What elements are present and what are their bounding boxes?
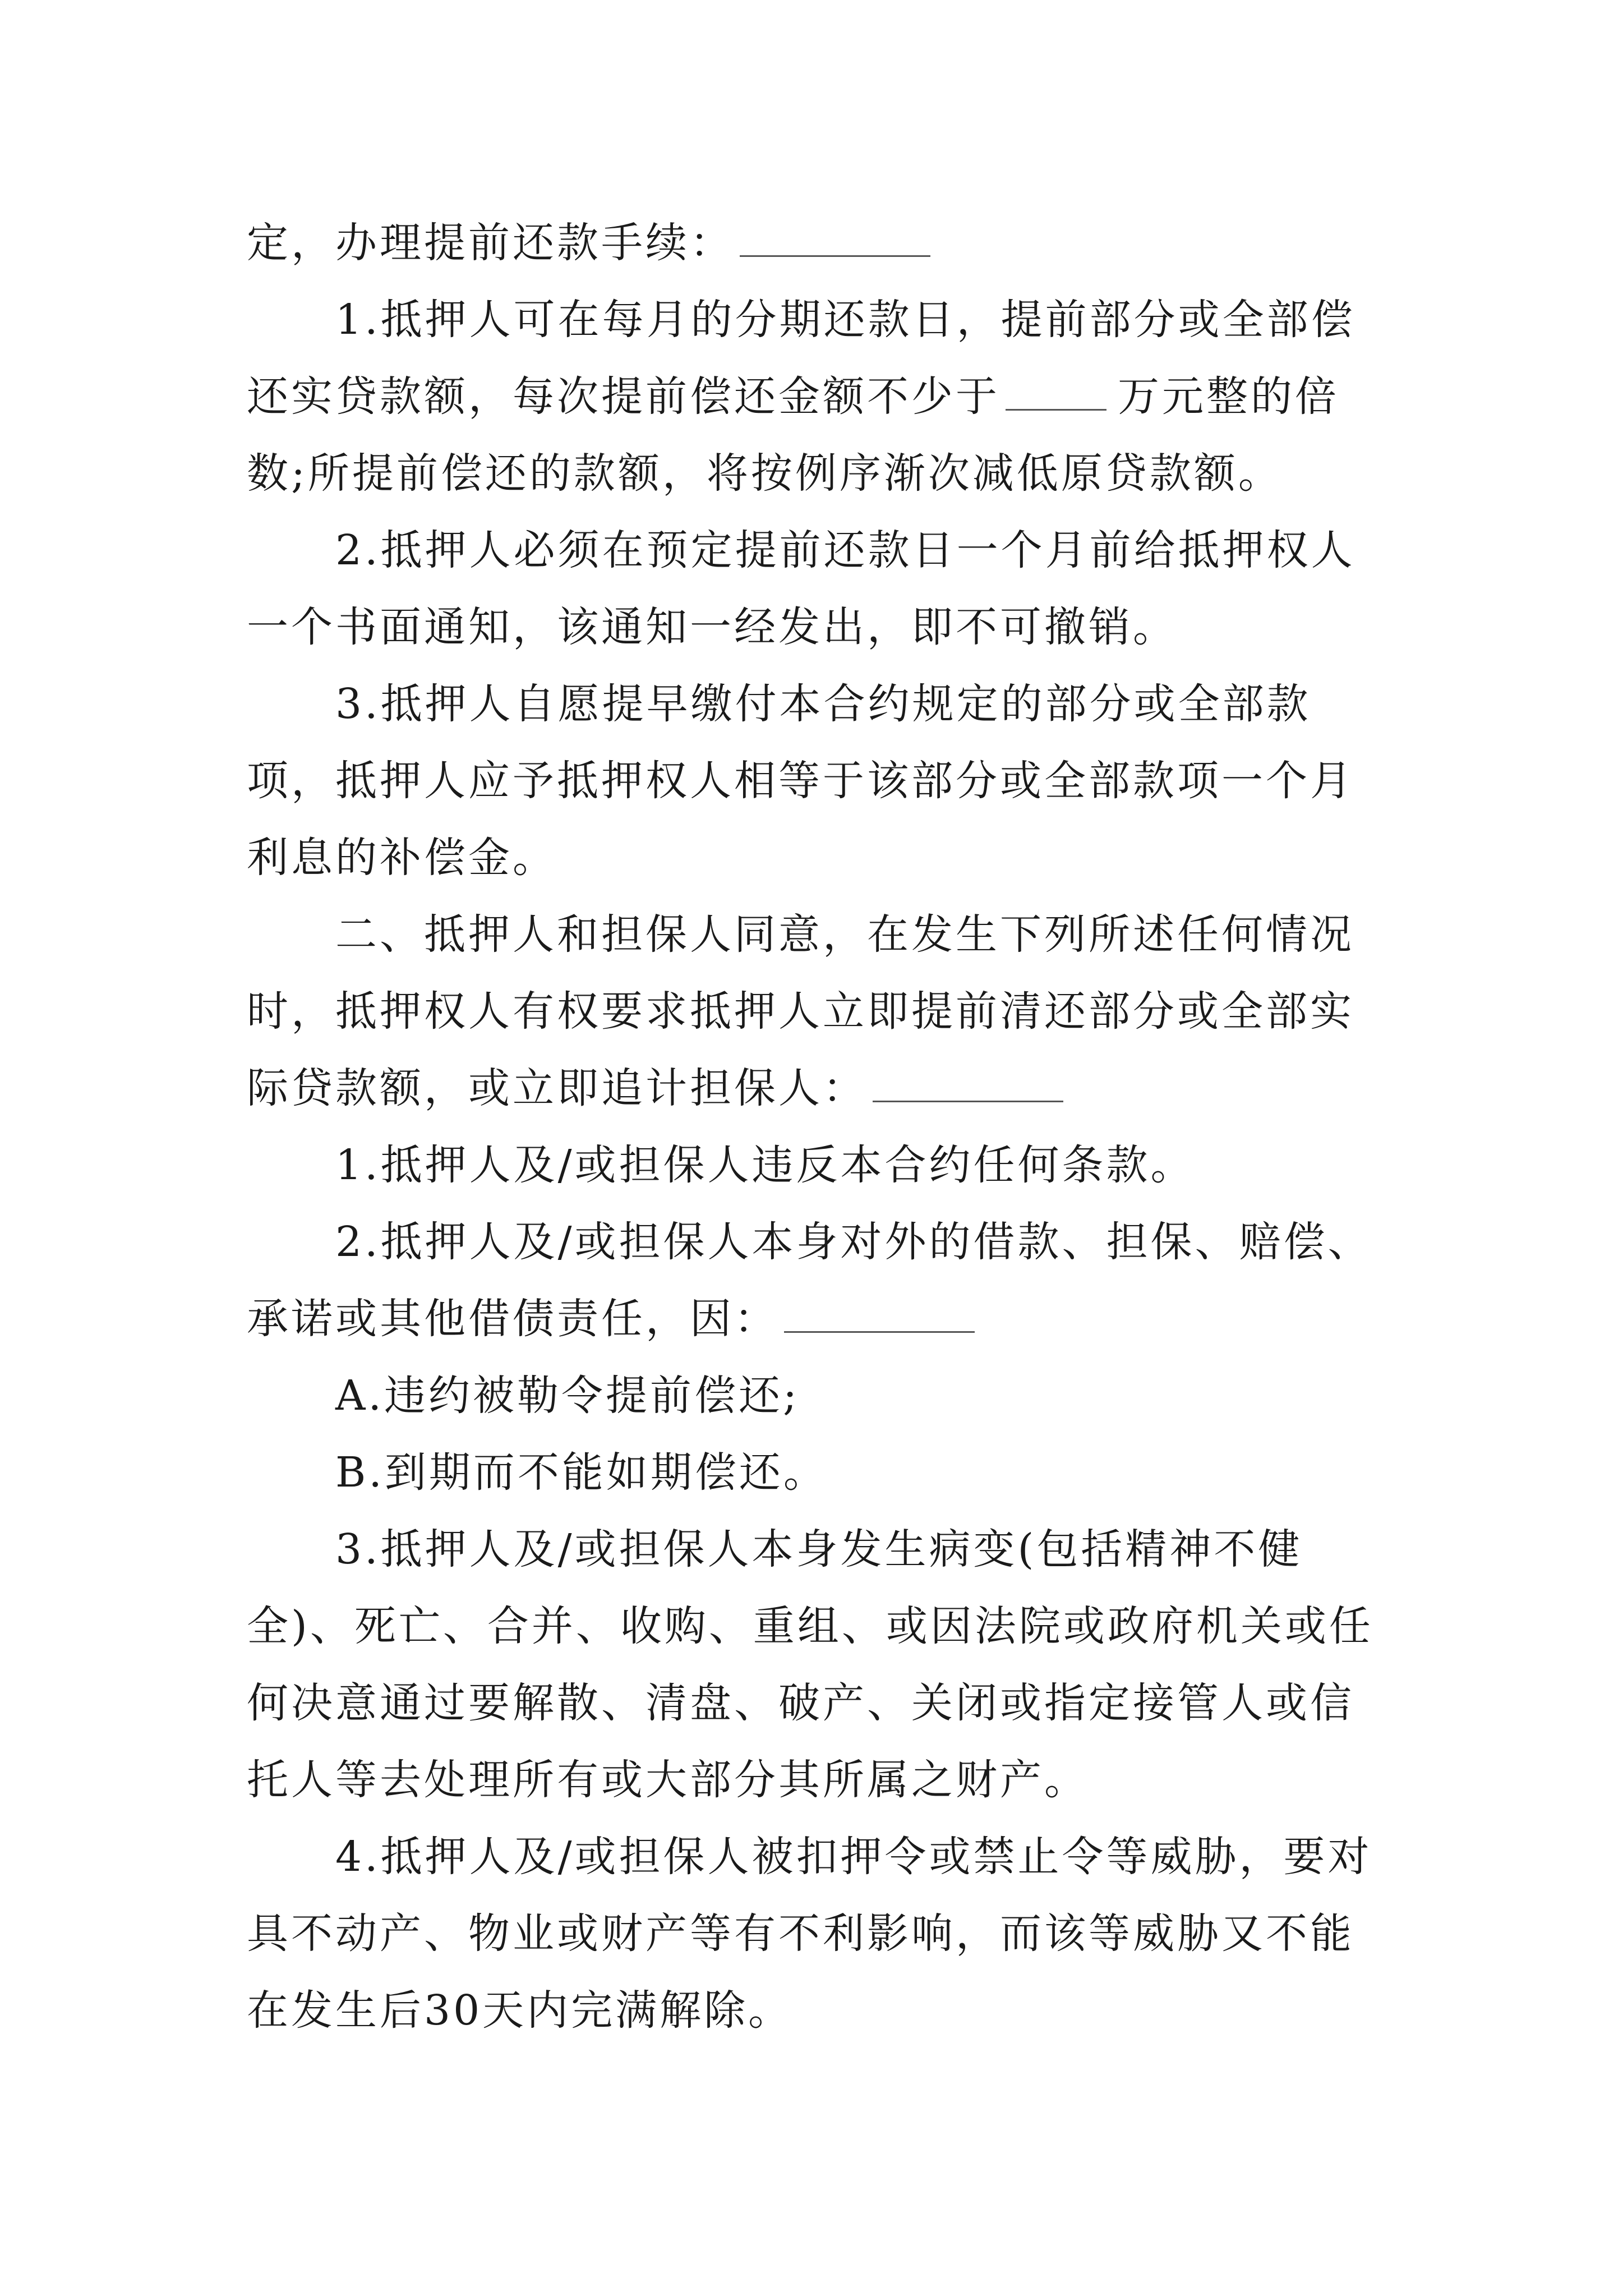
paragraph-clause-1 [247, 282, 1391, 512]
paragraph-text: 3.抵押人及/或担保人本身发生病变(包括精神不健全)、死亡、合并、收购、重组、或因法院或政府机关或任何决意通过要解散、清盘、破产、关闭或指定接管人或信托人等去处理所有或大部分其所属之财产。 [247, 1525, 1373, 1804]
document-body [247, 205, 1391, 2049]
fill-in-blank [873, 1067, 1063, 1102]
paragraph-section-two [247, 896, 1391, 1127]
paragraph-text: 二、抵押人和担保人同意，在发生下列所述任何情况时，抵押权人有权要求抵押人立即提前清还部分或全部实际贷款额，或立即追计担保人： [247, 910, 1354, 1112]
paragraph-text: 1.抵押人可在每月的分期还款日，提前部分或全部偿还实贷款额，每次提前偿还金额不少于 [247, 296, 1355, 421]
paragraph-clause-2 [247, 512, 1391, 666]
paragraph-text: 4.抵押人及/或担保人被扣押令或禁止令等威胁，要对具不动产、物业或财产等有不利影响，而该等威胁又不能在发生后30天内完满解除。 [247, 1833, 1372, 2035]
fill-in-blank [1006, 375, 1106, 411]
paragraph-item-3 [247, 1511, 1391, 1819]
paragraph-item-2 [247, 1204, 1391, 1358]
paragraph-text: 1.抵押人及/或担保人违反本合约任何条款。 [335, 1141, 1195, 1189]
paragraph-text: A.违约被勒令提前偿还; [335, 1372, 800, 1420]
paragraph-item-a [247, 1358, 1391, 1434]
paragraph-text: B.到期而不能如期偿还。 [335, 1448, 828, 1497]
paragraph-item-1 [247, 1127, 1391, 1204]
paragraph-text: 定，办理提前还款手续： [247, 219, 734, 267]
paragraph-text: 2.抵押人必须在预定提前还款日一个月前给抵押权人一个书面通知，该通知一经发出，即不可撤销。 [247, 526, 1355, 651]
fill-in-blank [740, 222, 930, 257]
paragraph-prepayment-procedure [247, 205, 1391, 282]
paragraph-text: 3.抵押人自愿提早缴付本合约规定的部分或全部款项，抵押人应予抵押权人相等于该部分或全部款项一个月利息的补偿金。 [247, 680, 1354, 882]
paragraph-item-b [247, 1434, 1391, 1511]
paragraph-item-4 [247, 1819, 1391, 2049]
paragraph-text: 2.抵押人及/或担保人本身对外的借款、担保、赔偿、承诺或其他借债责任，因： [247, 1218, 1372, 1343]
paragraph-text: 万元整的倍数;所提前偿还的款额，将按例序渐次减低原贷款额。 [247, 372, 1339, 498]
paragraph-clause-3 [247, 666, 1391, 896]
fill-in-blank [784, 1297, 975, 1333]
